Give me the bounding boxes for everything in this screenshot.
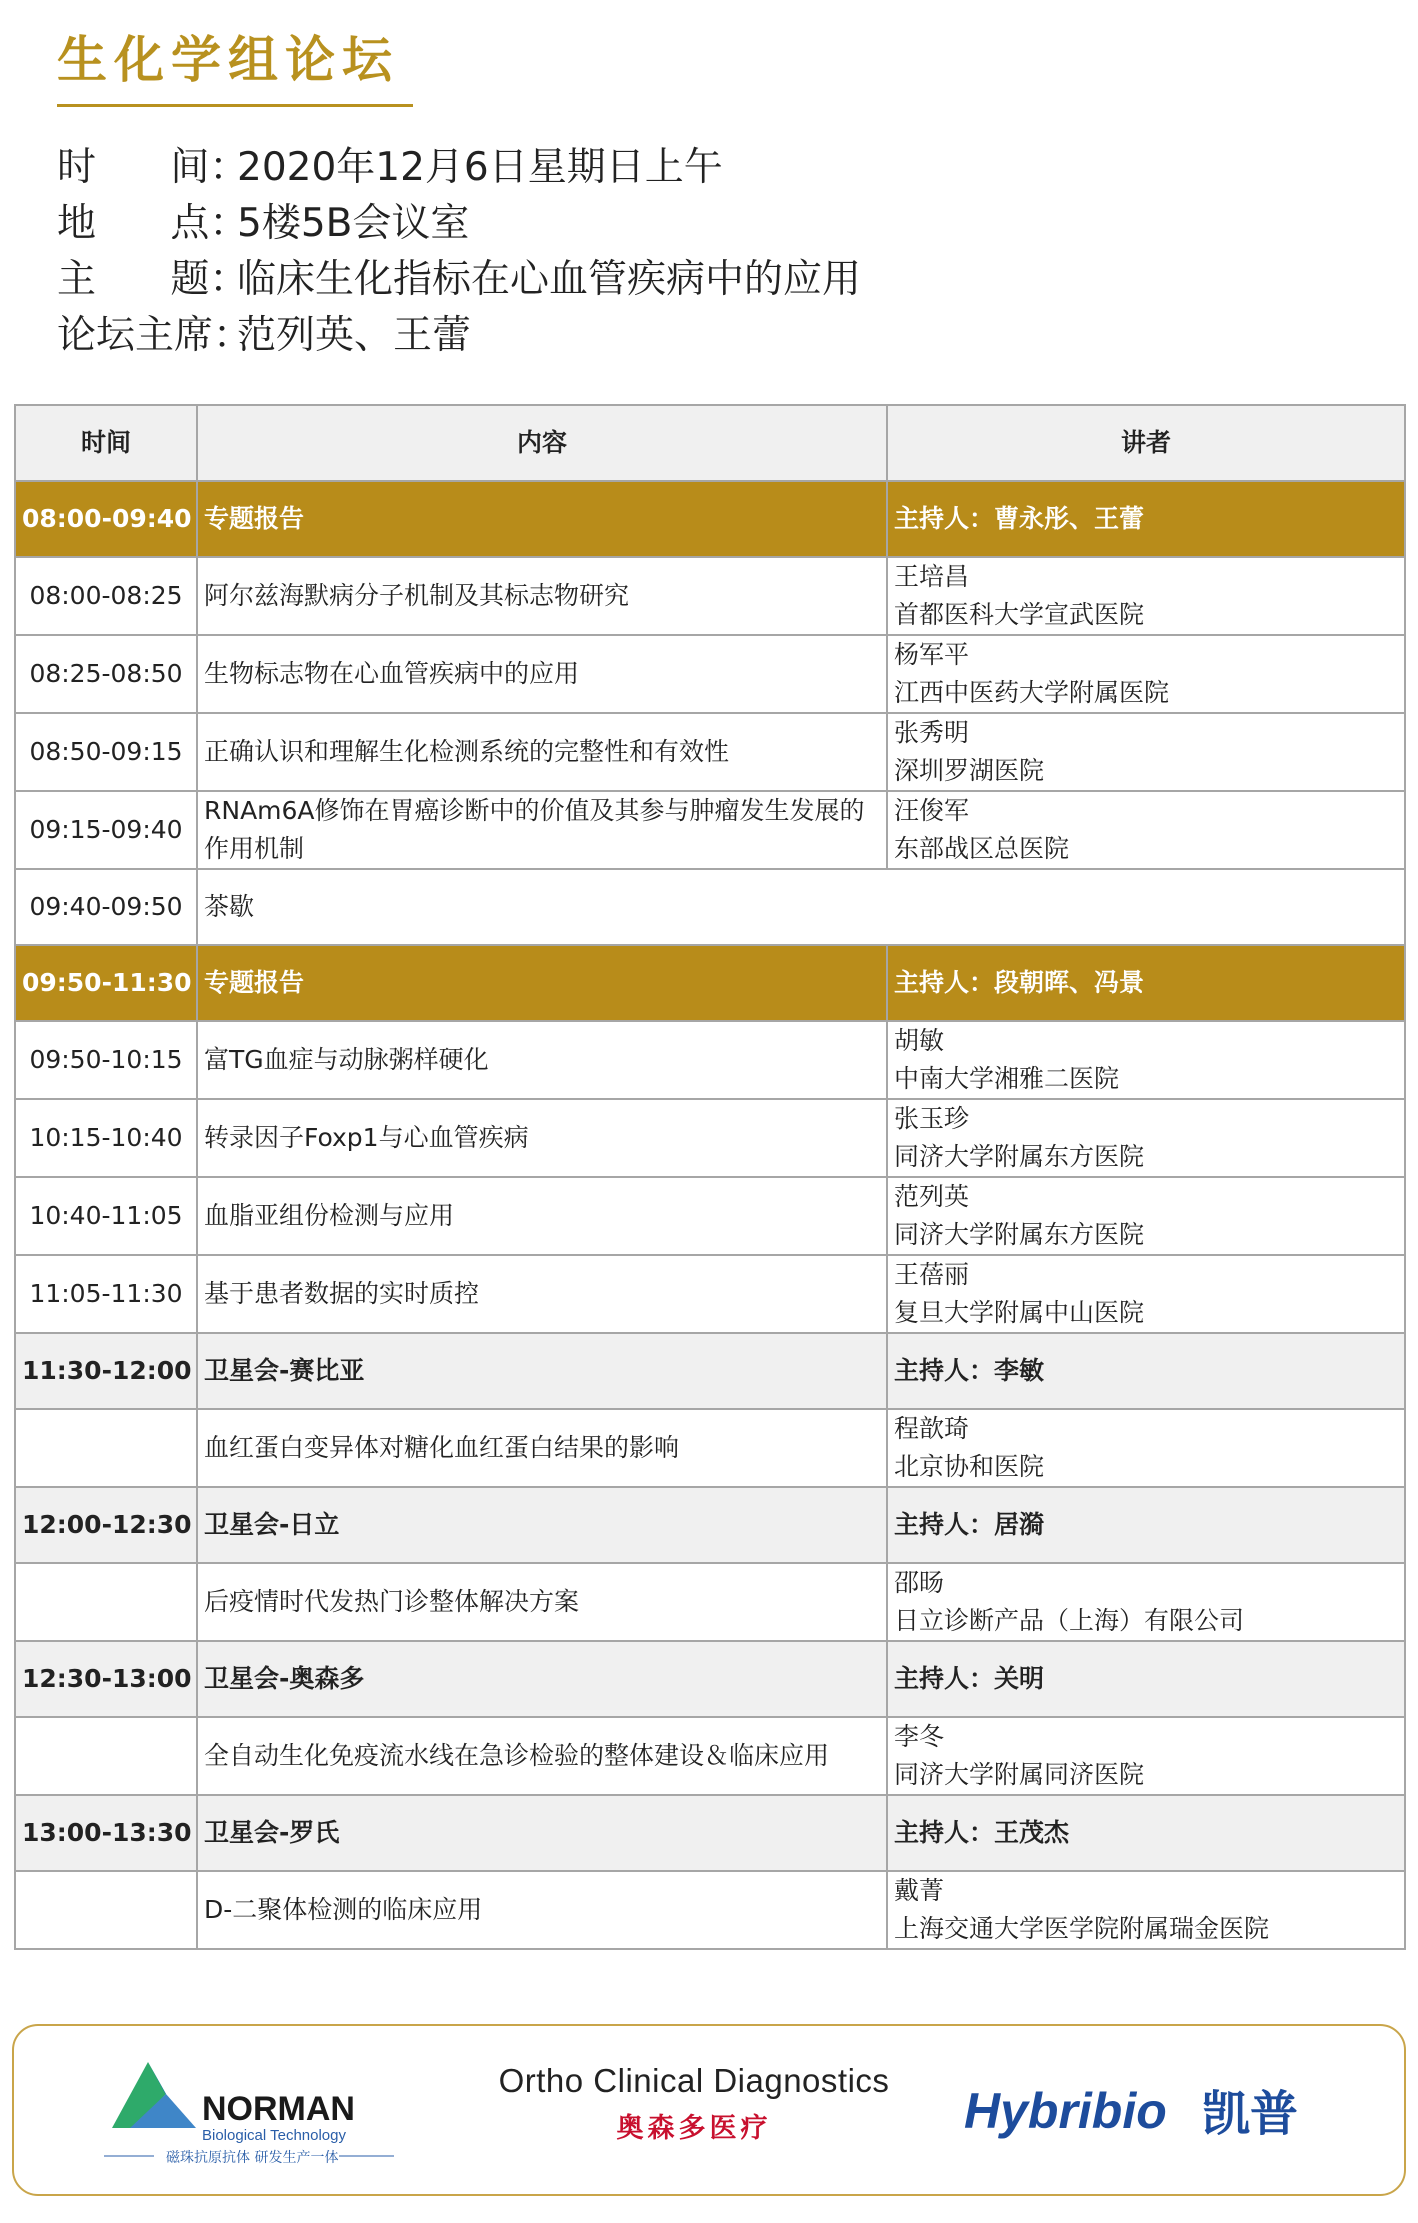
talk-row [15,713,1405,791]
speaker-affiliation: 上海交通大学医学院附属瑞金医院 [894,1914,1270,1943]
satellite-row [15,1487,1405,1563]
cell-time: 11:30-12:00 [15,1333,197,1409]
cell-host: 主持人：王茂杰 [887,1795,1405,1871]
cell-speaker [887,1021,1405,1099]
info-value: 范列英、王蕾 [237,313,472,358]
cell-content: 血红蛋白变异体对糖化血红蛋白结果的影响 [197,1409,887,1487]
speaker-name: 李冬 [894,1722,945,1751]
speaker-name: 王蓓丽 [894,1260,970,1289]
speaker-name: 邵旸 [894,1568,945,1597]
satellite-row [15,1333,1405,1409]
speaker-affiliation: 北京协和医院 [894,1452,1045,1481]
info-topic [57,252,861,308]
speaker-name: 程歆琦 [894,1414,970,1443]
speaker-name: 张秀明 [894,718,970,747]
session-row [15,481,1405,557]
cell-content: 卫星会-赛比亚 [197,1333,887,1409]
cell-time: 08:00-08:25 [15,557,197,635]
speaker-name: 范列英 [894,1182,970,1211]
cell-content: RNAm6A修饰在胃癌诊断中的价值及其参与肿瘤发生发展的作用机制 [197,791,887,869]
header-content: 内容 [197,405,887,481]
cell-content: 血脂亚组份检测与应用 [197,1177,887,1255]
header-time: 时间 [15,405,197,481]
cell-time: 09:50-11:30 [15,945,197,1021]
speaker-affiliation: 同济大学附属同济医院 [894,1760,1145,1789]
title-underline [57,104,413,107]
svg-text:Hybribio: Hybribio [964,2083,1167,2139]
cell-time: 13:00-13:30 [15,1795,197,1871]
speaker-name: 戴菁 [894,1876,945,1905]
cell-content: 富TG血症与动脉粥样硬化 [197,1021,887,1099]
speaker-name: 张玉珍 [894,1104,970,1133]
speaker-affiliation: 深圳罗湖医院 [894,756,1045,785]
svg-text:Biological Technology: Biological Technology [202,2127,346,2144]
schedule-body [15,481,1405,1949]
speaker-affiliation: 首都医科大学宣武医院 [894,600,1145,629]
table-header-row [15,405,1405,481]
svg-text:凯普: 凯普 [1202,2086,1299,2142]
speaker-name: 王培昌 [894,562,970,591]
talk-row [15,557,1405,635]
cell-content: 转录因子Foxp1与心血管疾病 [197,1099,887,1177]
cell-content: 专题报告 [197,481,887,557]
cell-speaker [887,713,1405,791]
info-label: 地 点： [57,201,249,246]
talk-row [15,635,1405,713]
cell-time [15,1409,197,1487]
cell-host: 主持人：居漪 [887,1487,1405,1563]
talk-row [15,1717,1405,1795]
cell-content: D-二聚体检测的临床应用 [197,1871,887,1949]
svg-text:NORMAN: NORMAN [202,2090,355,2128]
cell-content: 卫星会-日立 [197,1487,887,1563]
ortho-name-cn: 奥森多医疗 [616,2113,772,2144]
svg-text:磁珠抗原抗体 研发生产一体: 磁珠抗原抗体 研发生产一体 [166,2150,339,2166]
info-chairs [57,308,861,364]
forum-info [57,140,861,364]
info-time [57,140,861,196]
cell-time: 12:30-13:00 [15,1641,197,1717]
speaker-affiliation: 东部战区总医院 [894,834,1070,863]
cell-content: 专题报告 [197,945,887,1021]
speaker-name: 杨军平 [894,640,970,669]
speaker-affiliation: 复旦大学附属中山医院 [894,1298,1145,1327]
cell-speaker [887,1255,1405,1333]
cell-speaker [887,1409,1405,1487]
cell-content: 基于患者数据的实时质控 [197,1255,887,1333]
talk-row [15,791,1405,869]
info-value: 5楼5B会议室 [237,201,470,246]
speaker-name: 汪俊军 [894,796,970,825]
cell-content: 生物标志物在心血管疾病中的应用 [197,635,887,713]
hybribio-logo [964,2066,1364,2156]
sponsor-footer [12,2024,1406,2196]
cell-time: 09:15-09:40 [15,791,197,869]
info-value: 2020年12月6日星期日上午 [237,145,723,190]
satellite-row [15,1795,1405,1871]
cell-time: 12:00-12:30 [15,1487,197,1563]
cell-host: 主持人：李敏 [887,1333,1405,1409]
cell-host: 主持人：曹永彤、王蕾 [887,481,1405,557]
page-title: 生化学组论坛 [57,31,399,89]
speaker-affiliation: 日立诊断产品（上海）有限公司 [894,1606,1245,1635]
cell-content: 阿尔兹海默病分子机制及其标志物研究 [197,557,887,635]
cell-speaker [887,791,1405,869]
info-label: 主 题： [57,257,249,302]
norman-triangle-logo-icon [104,2056,404,2176]
cell-speaker [887,557,1405,635]
talk-row [15,1563,1405,1641]
talk-row [15,1871,1405,1949]
cell-speaker [887,1717,1405,1795]
cell-speaker [887,1871,1405,1949]
cell-speaker [887,1177,1405,1255]
cell-time: 08:50-09:15 [15,713,197,791]
cell-speaker [887,1099,1405,1177]
header-speaker: 讲者 [887,405,1405,481]
cell-content: 正确认识和理解生化检测系统的完整性和有效性 [197,713,887,791]
cell-time: 09:50-10:15 [15,1021,197,1099]
cell-time [15,1871,197,1949]
info-label: 时 间： [57,145,249,190]
talk-row [15,1255,1405,1333]
cell-content: 卫星会-奥森多 [197,1641,887,1717]
info-label: 论坛主席： [57,313,253,358]
talk-row [15,1409,1405,1487]
cell-time: 11:05-11:30 [15,1255,197,1333]
ortho-logo [494,2062,894,2162]
cell-time [15,1717,197,1795]
info-value: 临床生化指标在心血管疾病中的应用 [237,257,862,302]
speaker-name: 胡敏 [894,1026,945,1055]
talk-row [15,1099,1405,1177]
session-row [15,945,1405,1021]
cell-time: 10:40-11:05 [15,1177,197,1255]
cell-content: 后疫情时代发热门诊整体解决方案 [197,1563,887,1641]
cell-time: 08:00-09:40 [15,481,197,557]
cell-content: 茶歇 [197,869,1405,945]
cell-time: 08:25-08:50 [15,635,197,713]
cell-time [15,1563,197,1641]
speaker-affiliation: 江西中医药大学附属医院 [894,678,1170,707]
norman-logo [104,2056,404,2176]
satellite-row [15,1641,1405,1717]
speaker-affiliation: 同济大学附属东方医院 [894,1220,1145,1249]
cell-time: 10:15-10:40 [15,1099,197,1177]
cell-speaker [887,1563,1405,1641]
info-location [57,196,861,252]
ortho-name-en: Ortho Clinical Diagnostics [498,2062,890,2099]
cell-host: 主持人：段朝晖、冯景 [887,945,1405,1021]
cell-time: 09:40-09:50 [15,869,197,945]
schedule-table [14,404,1406,1950]
cell-host: 主持人：关明 [887,1641,1405,1717]
speaker-affiliation: 同济大学附属东方医院 [894,1142,1145,1171]
cell-content: 卫星会-罗氏 [197,1795,887,1871]
break-row [15,869,1405,945]
talk-row [15,1021,1405,1099]
speaker-affiliation: 中南大学湘雅二医院 [894,1064,1120,1093]
cell-speaker [887,635,1405,713]
talk-row [15,1177,1405,1255]
cell-content: 全自动生化免疫流水线在急诊检验的整体建设＆临床应用 [197,1717,887,1795]
